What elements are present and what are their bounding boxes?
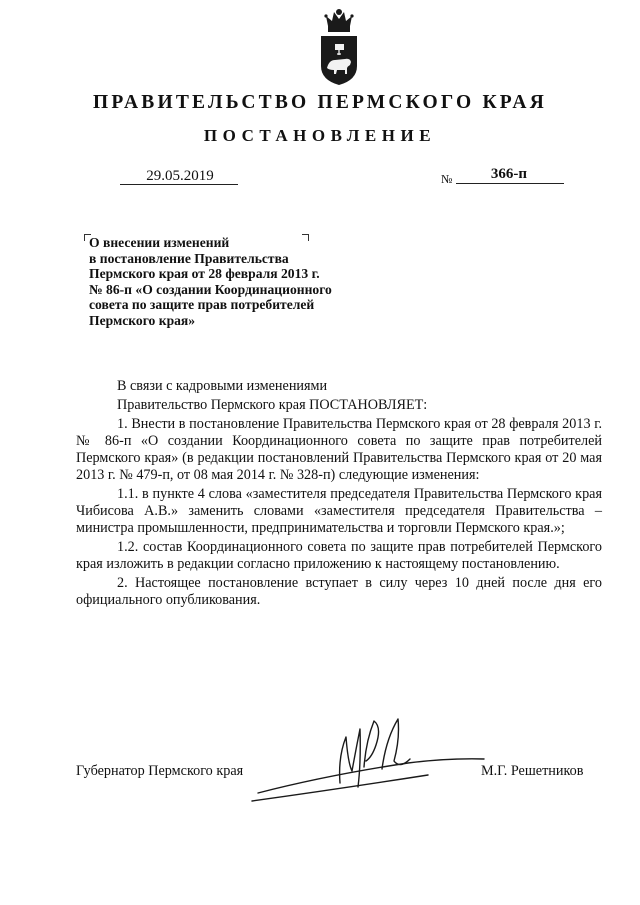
subject-line: Пермского края» (89, 312, 196, 328)
body-paragraph: 1.2. состав Координационного совета по защите прав потребителей Пермского края изложить в редакции согласно приложению к настоящему постановлению. (76, 539, 602, 572)
body-paragraph: 1.1. в пункте 4 слова «заместителя председателя Правительства Пермского края Чибисова А.В.» заменить словами «заместителя председателя Правительства – министра промышленности, предпринимательства и торговли Пермского края.»; (76, 486, 602, 536)
signatory-name: М.Г. Решетников (481, 763, 584, 779)
body-paragraph: В связи с кадровыми изменениями (117, 378, 328, 394)
coat-of-arms-icon (317, 8, 361, 86)
document-date: 29.05.2019 (146, 168, 214, 184)
signatory-position: Губернатор Пермского края (76, 763, 244, 779)
document-number: 366-п (490, 166, 528, 182)
body-paragraph: Правительство Пермского края ПОСТАНОВЛЯЕТ: (117, 397, 428, 413)
number-label: № (441, 172, 453, 186)
body-paragraph: 2. Настоящее постановление вступает в силу через 10 дней после дня его официального опубликования. (76, 575, 602, 608)
handwritten-signature (248, 705, 488, 810)
number-underline (456, 183, 564, 184)
subject-line: Пермского края от 28 февраля 2013 г. (89, 266, 320, 282)
document-subject (89, 235, 389, 329)
body-paragraph: 1. Внести в постановление Правительства Пермского края от 28 февраля 2013 г. № 86-п «О создании Координационного совета по защите прав потребителей Пермского края» (в редакции постановлений Правительства Пермского края от 20 мая 2013 г. № 479-п, от 08 мая 2014 г. № 328-п) следующие изменения: (76, 416, 602, 483)
subject-line: О внесении изменений (89, 235, 230, 250)
subject-line: совета по защите прав потребителей (89, 297, 315, 313)
organization-title: ПРАВИТЕЛЬСТВО ПЕРМСКОГО КРАЯ (93, 92, 547, 113)
date-underline (120, 184, 238, 185)
subject-line: № 86-п «О создании Координационного (89, 281, 332, 297)
subject-line: в постановление Правительства (89, 250, 289, 266)
document-type-title: ПОСТАНОВЛЕНИЕ (203, 126, 437, 145)
document-body (76, 378, 602, 609)
